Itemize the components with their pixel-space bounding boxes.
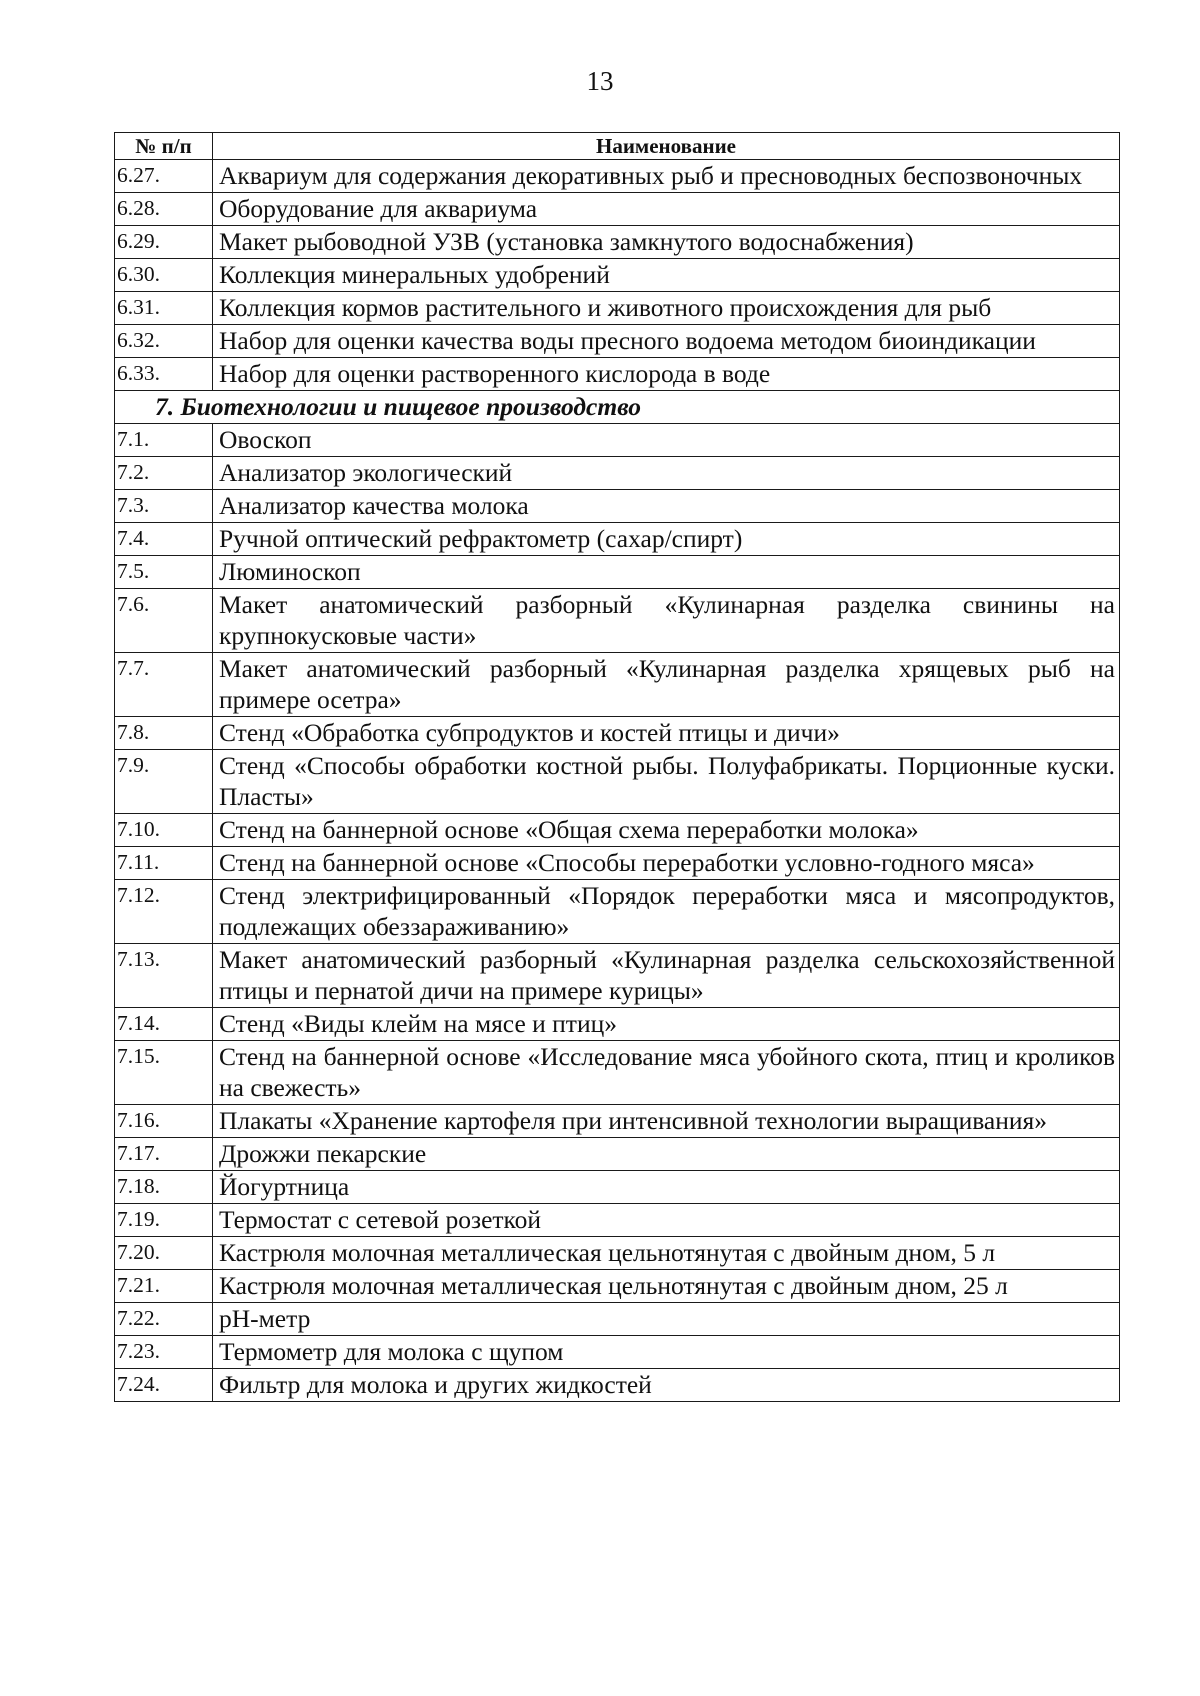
item-number: 7.10. <box>115 814 213 847</box>
item-number: 7.15. <box>115 1041 213 1105</box>
table-row <box>115 1237 1120 1270</box>
table-row <box>115 556 1120 589</box>
item-name: Стенд на баннерной основе «Общая схема переработки молока» <box>213 814 1120 847</box>
item-number: 7.21. <box>115 1270 213 1303</box>
equipment-table <box>114 132 1120 1402</box>
table-row <box>115 1270 1120 1303</box>
item-number: 7.3. <box>115 490 213 523</box>
table-row <box>115 325 1120 358</box>
item-number: 7.14. <box>115 1008 213 1041</box>
item-name: Стенд на баннерной основе «Способы переработки условно-годного мяса» <box>213 847 1120 880</box>
item-name: Стенд «Виды клейм на мясе и птиц» <box>213 1008 1120 1041</box>
table-row <box>115 1041 1120 1105</box>
item-name: Стенд электрифицированный «Порядок переработки мяса и мясопродуктов, подлежащих обеззараживанию» <box>213 880 1120 944</box>
item-name: Стенд на баннерной основе «Исследование мяса убойного скота, птиц и кроликов на свежесть» <box>213 1041 1120 1105</box>
item-number: 7.17. <box>115 1138 213 1171</box>
item-name: Овоскоп <box>213 424 1120 457</box>
header-name: Наименование <box>213 133 1120 160</box>
table-row <box>115 750 1120 814</box>
table-row <box>115 1105 1120 1138</box>
item-name: Макет анатомический разборный «Кулинарная разделка хрящевых рыб на примере осетра» <box>213 653 1120 717</box>
table-row <box>115 1204 1120 1237</box>
item-name: Макет рыбоводной УЗВ (установка замкнутого водоснабжения) <box>213 226 1120 259</box>
table-row <box>115 259 1120 292</box>
item-number: 6.28. <box>115 193 213 226</box>
table-row <box>115 523 1120 556</box>
page-number: 13 <box>586 66 614 96</box>
table-row <box>115 490 1120 523</box>
item-number: 7.20. <box>115 1237 213 1270</box>
item-number: 7.8. <box>115 717 213 750</box>
table-row <box>115 653 1120 717</box>
item-name: Люминоскоп <box>213 556 1120 589</box>
table-row <box>115 814 1120 847</box>
item-number: 7.13. <box>115 944 213 1008</box>
table-row <box>115 589 1120 653</box>
table-row <box>115 944 1120 1008</box>
section-row <box>115 391 1120 424</box>
item-number: 7.18. <box>115 1171 213 1204</box>
item-number: 7.7. <box>115 653 213 717</box>
item-number: 7.23. <box>115 1336 213 1369</box>
table-row <box>115 1138 1120 1171</box>
item-name: Стенд «Обработка субпродуктов и костей птицы и дичи» <box>213 717 1120 750</box>
table-row <box>115 160 1120 193</box>
item-name: Оборудование для аквариума <box>213 193 1120 226</box>
table-row <box>115 717 1120 750</box>
table-body <box>115 160 1120 1402</box>
item-name: Коллекция минеральных удобрений <box>213 259 1120 292</box>
item-name: Кастрюля молочная металлическая цельнотянутая с двойным дном, 25 л <box>213 1270 1120 1303</box>
table-row <box>115 358 1120 391</box>
item-name: Стенд «Способы обработки костной рыбы. Полуфабрикаты. Порционные куски. Пласты» <box>213 750 1120 814</box>
item-number: 7.16. <box>115 1105 213 1138</box>
item-number: 7.4. <box>115 523 213 556</box>
header-num: № п/п <box>115 133 213 160</box>
item-number: 7.12. <box>115 880 213 944</box>
item-name: Набор для оценки растворенного кислорода в воде <box>213 358 1120 391</box>
table-row <box>115 1336 1120 1369</box>
item-number: 7.11. <box>115 847 213 880</box>
item-name: Йогуртница <box>213 1171 1120 1204</box>
item-name: Кастрюля молочная металлическая цельнотянутая с двойным дном, 5 л <box>213 1237 1120 1270</box>
item-number: 7.6. <box>115 589 213 653</box>
table-row <box>115 1008 1120 1041</box>
item-number: 6.32. <box>115 325 213 358</box>
item-number: 6.30. <box>115 259 213 292</box>
item-number: 7.9. <box>115 750 213 814</box>
table-row <box>115 424 1120 457</box>
item-name: Ручной оптический рефрактометр (сахар/спирт) <box>213 523 1120 556</box>
item-number: 7.19. <box>115 1204 213 1237</box>
item-name: Термостат с сетевой розеткой <box>213 1204 1120 1237</box>
item-name: Набор для оценки качества воды пресного водоема методом биоиндикации <box>213 325 1120 358</box>
item-name: Фильтр для молока и других жидкостей <box>213 1369 1120 1402</box>
item-number: 6.31. <box>115 292 213 325</box>
item-name: Макет анатомический разборный «Кулинарная разделка свинины на крупнокусковые части» <box>213 589 1120 653</box>
item-name: Термометр для молока с щупом <box>213 1336 1120 1369</box>
item-name: Коллекция кормов растительного и животного происхождения для рыб <box>213 292 1120 325</box>
item-number: 7.5. <box>115 556 213 589</box>
item-number: 6.33. <box>115 358 213 391</box>
table-row <box>115 457 1120 490</box>
item-name: Макет анатомический разборный «Кулинарная разделка сельскохозяйственной птицы и пернатой дичи на примере курицы» <box>213 944 1120 1008</box>
table-row <box>115 1171 1120 1204</box>
section-title: 7. Биотехнологии и пищевое производство <box>115 391 1120 424</box>
item-number: 7.24. <box>115 1369 213 1402</box>
table-row <box>115 226 1120 259</box>
item-name: Анализатор экологический <box>213 457 1120 490</box>
item-name: Дрожжи пекарские <box>213 1138 1120 1171</box>
item-number: 7.22. <box>115 1303 213 1336</box>
item-number: 7.2. <box>115 457 213 490</box>
table-row <box>115 292 1120 325</box>
item-number: 6.27. <box>115 160 213 193</box>
item-name: Анализатор качества молока <box>213 490 1120 523</box>
item-name: pH-метр <box>213 1303 1120 1336</box>
item-name: Плакаты «Хранение картофеля при интенсивной технологии выращивания» <box>213 1105 1120 1138</box>
table-row <box>115 193 1120 226</box>
item-name: Аквариум для содержания декоративных рыб и пресноводных беспозвоночных <box>213 160 1120 193</box>
table-row <box>115 1303 1120 1336</box>
table-row <box>115 1369 1120 1402</box>
table-row <box>115 880 1120 944</box>
item-number: 6.29. <box>115 226 213 259</box>
table-row <box>115 847 1120 880</box>
table-header-row <box>115 133 1120 160</box>
item-number: 7.1. <box>115 424 213 457</box>
